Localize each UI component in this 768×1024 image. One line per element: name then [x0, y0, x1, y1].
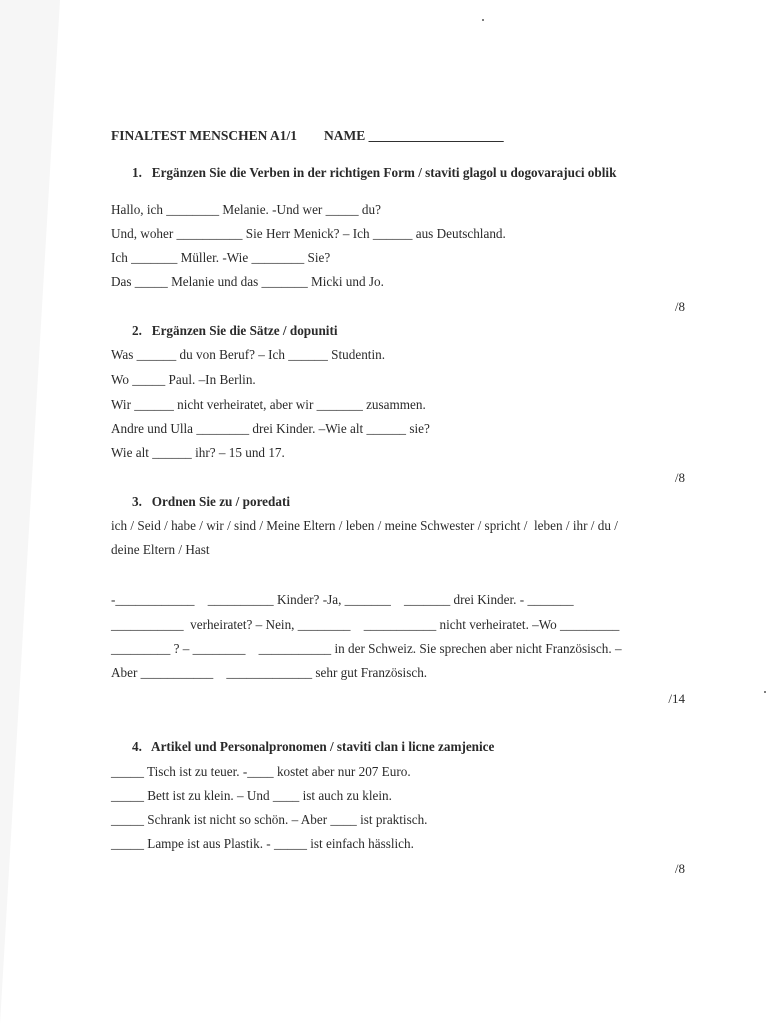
exercise-line: Wo _____ Paul. –In Berlin. [111, 372, 256, 387]
section-4-score: /8 [674, 861, 685, 876]
exercise-line: -____________ __________ Kinder? -Ja, _______ _______ drei Kinder. - _______ [111, 592, 574, 607]
exercise-line: Ich _______ Müller. -Wie ________ Sie? [111, 250, 331, 265]
exercise-line: _____ Bett ist zu klein. – Und ____ ist auch zu klein. [111, 788, 392, 803]
section-1-score: /8 [674, 299, 685, 314]
exercise-line: _____ Schrank ist nicht so schön. – Aber ____ ist praktisch. [111, 812, 428, 827]
scan-speck [482, 19, 484, 21]
word-bank-line: ich / Seid / habe / wir / sind / Meine Eltern / leben / meine Schwester / spricht / leben / ihr / du / [111, 518, 618, 533]
exercise-line: Und, woher __________ Sie Herr Menick? – Ich ______ aus Deutschland. [111, 226, 506, 241]
exercise-line: _________ ? – ________ ___________ in der Schweiz. Sie sprechen aber nicht Französisch. – [111, 641, 622, 656]
section-3-score: /14 [668, 691, 685, 706]
exercise-line: Andre und Ulla ________ drei Kinder. –Wie alt ______ sie? [111, 421, 430, 436]
scan-speck [764, 691, 766, 693]
section-1-heading: 1. Ergänzen Sie die Verben in der richtigen Form / staviti glagol u dogovarajuci oblik [132, 165, 617, 180]
section-2-heading: 2. Ergänzen Sie die Sätze / dopuniti [132, 323, 338, 338]
exercise-line: _____ Tisch ist zu teuer. -____ kostet aber nur 207 Euro. [111, 764, 411, 779]
exercise-line: Hallo, ich ________ Melanie. -Und wer _____ du? [111, 202, 381, 217]
section-4-heading: 4. Artikel und Personalpronomen / staviti clan i licne zamjenice [132, 739, 495, 754]
exercise-line: Das _____ Melanie und das _______ Micki und Jo. [111, 274, 384, 289]
exercise-line: Was ______ du von Beruf? – Ich ______ Studentin. [111, 347, 386, 362]
word-bank-line: deine Eltern / Hast [111, 542, 210, 557]
exercise-line: _____ Lampe ist aus Plastik. - _____ ist einfach hässlich. [111, 836, 414, 851]
exercise-line: Aber ___________ _____________ sehr gut Französisch. [111, 665, 428, 680]
section-3-heading: 3. Ordnen Sie zu / poredati [132, 494, 291, 509]
section-2-score: /8 [674, 470, 685, 485]
exercise-line: Wir ______ nicht verheiratet, aber wir _______ zusammen. [111, 397, 426, 412]
exercise-line: Wie alt ______ ihr? – 15 und 17. [111, 445, 285, 460]
scan-shadow [0, 0, 60, 1024]
page-title: FINALTEST MENSCHEN A1/1 NAME ____________________ [111, 128, 504, 143]
exercise-line: ___________ verheiratet? – Nein, ________ ___________ nicht verheiratet. –Wo _________ [111, 617, 620, 632]
